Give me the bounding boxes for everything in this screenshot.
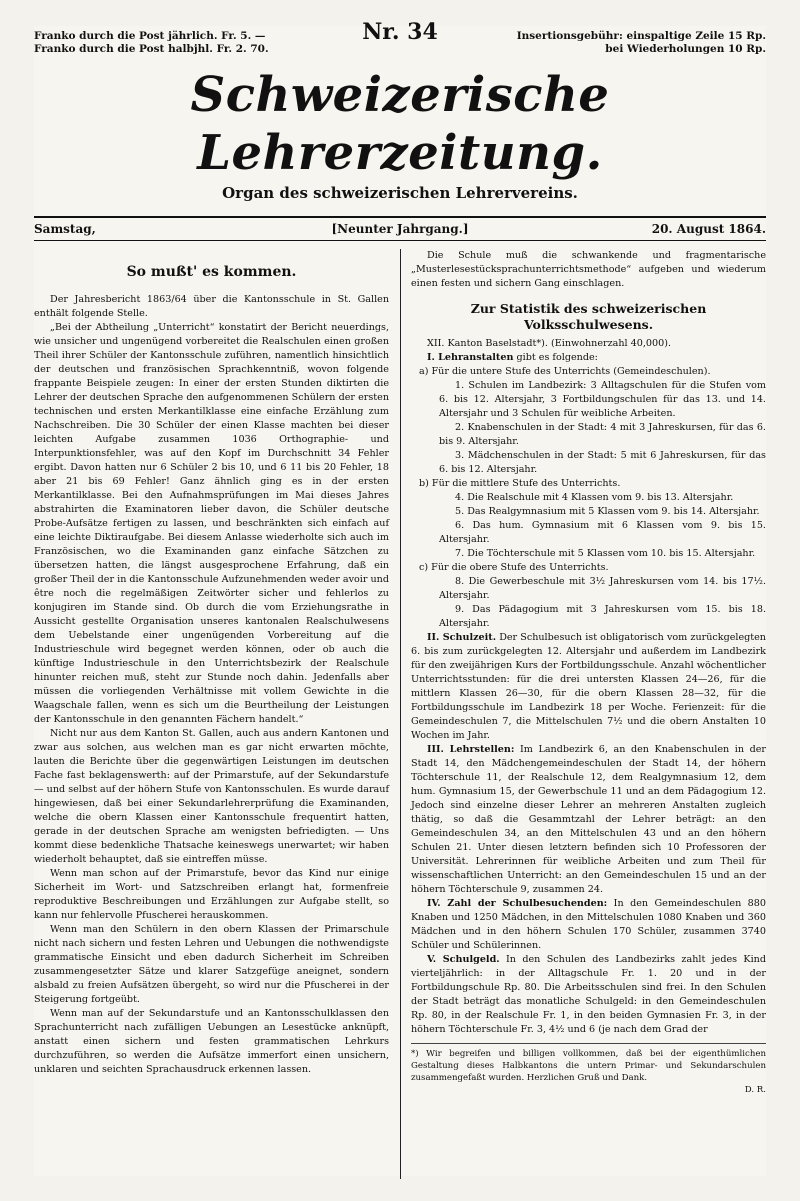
list-group-b: b) Für die mittlere Stufe des Unterrichts. <box>419 478 621 489</box>
footnote-signature: D. R. <box>744 1085 766 1095</box>
right-column <box>411 249 766 1096</box>
statistics-section-title <box>411 301 766 333</box>
price-line-yearly: Franko durch die Post jährlich. Fr. 5. — <box>34 30 266 42</box>
list-item: 2. Knabenschulen in der Stadt: 4 mit 3 Jahreskursen, für das 6. bis 9. Altersjahr. <box>439 422 766 447</box>
masthead-subtitle: Organ des schweizerischen Lehrervereins. <box>222 184 578 202</box>
list-item: 1. Schulen im Landbezirk: 3 Alltagschulen für die Stufen vom 6. bis 12. Altersjahr, 3 Fortbildungschulen für das 13. und 14. Altersjahr und 3 Schulen für weibliche Arbeiten. <box>439 380 766 419</box>
lehranstalten-heading: I. Lehranstalten <box>427 352 514 363</box>
lehrstellen-paragraph <box>411 743 766 897</box>
article-paragraph: „Bei der Abtheilung „Unterricht“ konstatirt der Bericht neuerdings, wie unsicher und ungenügend vorbereitet die Realschulen einen großen Theil ihrer Schüler der Kantonsschule zuführen, namentlich hinsichtlich der deutschen und französischen Sprachkenntniß, wovon folgende frappante Beispiele zeugen: In einer der ersten Stunden diktirten die Lehrer der deutschen Sprache den aufgenommenen Schülern der ersten technischen und ersten Merkantilklasse eine einfache Erzählung zum Nachschreiben. Die 30 Schüler der einen Klasse machten bei dieser leichten Aufgabe zusammen 1036 Orthographie- und Interpunktionsfehler, was auf den Kopf im Durchschnitt 34 Fehler ergibt. Davon hatten nur 6 Schüler 2 bis 10, und 6 11 bis 20 Fehler, 18 aber 21 bis 69 Fehler! Ganz ähnlich ging es in der ersten Merkantilklasse. Bei den Aufnahmsprüfungen im Mai dieses Jahres abstrahirten die Examinatoren lieber davon, die Schüler deutsche Probe-Aufsätze fertigen zu lassen, und beschränkten sich einfach auf eine leichte Diktiraufgabe. Bei diesem Anlasse wiederholte sich auch im Französischen, wo die Examinanden ganz einfache Sätzchen zu übersetzen hatten, die längst ausgesprochene Erfahrung, daß ein großer Theil der in die Kantonsschule Aufzunehmenden weder avoir und être noch die regelmäßigen Zeitwörter sicher und fehlerlos zu konjugiren im Stande sind. Ob durch die vom Erziehungsrathe in Aussicht gestellte Organisation unseres kantonalen Realschulwesens dem Uebelstande einer ungenügenden Vorbereitung auf die Industrieschule wird begegnet werden können, oder ob auch die künftige Industrieschule in den Unterrichtsbezirk der Realschule hinunter reichen muß, steht zur Stunde noch dahin. Jedenfalls aber müssen die vorliegenden Verhältnisse mit vollem Gewichte in die Waagschale fallen, wenn es sich um die Beurtheilung der Leistungen der Kantonsschule in den genannten Fächern handelt.“ <box>34 322 389 725</box>
list-group-a: a) Für die untere Stufe des Unterrichts (Gemeindeschulen). <box>419 366 711 377</box>
schulbesuchende-text: In den Gemeindeschulen 880 Knaben und 1250 Mädchen, in den Mittelschulen 1080 Knaben und 360 Mädchen und in den höhern Schulen 170 Schüler, zusammen 3740 Schüler und Schülerinnen. <box>411 898 766 951</box>
lehrstellen-heading: III. Lehrstellen: <box>427 744 515 755</box>
list-item: 9. Das Pädagogium mit 3 Jahreskursen vom 15. bis 18. Altersjahr. <box>439 604 766 629</box>
list-item: 6. Das hum. Gymnasium mit 6 Klassen vom 9. bis 15. Altersjahr. <box>439 520 766 545</box>
continuation-paragraph: Die Schule muß die schwankende und fragmentarische „Musterlesestücksprachunterrichtsmethode“ aufgeben und wiederum einen festen und sichern Gang einschlagen. <box>411 250 766 289</box>
newspaper-page <box>34 19 766 1176</box>
schulgeld-paragraph <box>411 953 766 1037</box>
top-strip <box>34 19 766 72</box>
subscription-prices <box>34 30 269 56</box>
ad-rate-line: Insertionsgebühr: einspaltige Zeile 15 Rp. <box>516 30 766 42</box>
section-title-line2: Volksschulwesens. <box>523 317 654 332</box>
footnote <box>411 1043 766 1096</box>
article-paragraph: Wenn man den Schülern in den obern Klassen der Primarschule nicht nach sichern und festen Lehren und Uebungen die nothwendigste grammatische Einsicht und eben dadurch Sicherheit im Schreiben zusammengesetzter Sätze und klarer Satzgefüge aneignet, sondern alsbald zu freien Aufsätzen übergeht, so wird nur die Pfuscherei in der Steigerung fortgeübt. <box>34 924 389 1005</box>
issue-number: Nr. 34 <box>362 19 438 45</box>
schulzeit-heading: II. Schulzeit. <box>427 632 497 643</box>
ad-repeat-line: bei Wiederholungen 10 Rp. <box>605 43 766 55</box>
article-paragraph: Wenn man schon auf der Primarstufe, bevor das Kind nur einige Sicherheit im Wort- und Satzschreiben erlangt hat, formenfreie reproduktive Beschreibungen und Erzählungen zur Aufgabe stellt, so kann nur fehlervolle Pfuscherei herauskommen. <box>34 868 389 921</box>
dateline <box>34 216 766 241</box>
section-title-line1: Zur Statistik des schweizerischen <box>470 301 707 316</box>
advertising-rates <box>517 30 766 56</box>
list-item: 4. Die Realschule mit 4 Klassen vom 9. bis 13. Altersjahr. <box>455 492 734 503</box>
issue-date: 20. August 1864. <box>651 222 766 236</box>
article-paragraph: Wenn man auf der Sekundarstufe und an Kantonsschulklassen den Sprachunterricht nach zufälligen Uebungen an Lesestücke anknüpft, anstatt einen sichern und festen grammatischen Lehrkurs durchzuführen, so werden die Aufsätze immerfort einen unsichern, unklaren und seichten Sprachausdruck erkennen lassen. <box>34 1008 389 1075</box>
lehrstellen-text: Im Landbezirk 6, an den Knabenschulen in der Stadt 14, den Mädchengemeindeschulen der Stadt 14, der höhern Töchterschule 11, der Realschule 12, dem Realgymnasium 12, dem hum. Gymnasium 15, der Gewerbschule 11 und an dem Pädagogium 12. Jedoch sind einzelne dieser Lehrer an mehreren Anstalten zugleich thätig, so daß die Gesammtzahl der Lehrer beträgt: an den Gemeindeschulen 34, an den Mittelschulen 43 und an den höhern Schulen 21. Unter diesen letztern befinden sich 10 Professoren der Universität. Lehrerinnen für weibliche Arbeiten und zum Theil für wissenschaftlichen Unterricht: an den Gemeindeschulen 15 und an der höhern Töchterschule 9, zusammen 24. <box>411 744 766 895</box>
list-item: 3. Mädchenschulen in der Stadt: 5 mit 6 Jahreskursen, für das 6. bis 12. Altersjahr. <box>439 450 766 475</box>
schulbesuchende-heading: IV. Zahl der Schulbesuchenden: <box>427 898 608 909</box>
article-paragraph: Der Jahresbericht 1863/64 über die Kantonsschule in St. Gallen enthält folgende Stelle. <box>34 294 389 319</box>
schulgeld-heading: V. Schulgeld. <box>427 954 500 965</box>
masthead-title: Schweizerische Lehrerzeitung. <box>190 67 610 181</box>
lehranstalten-tail: gibt es folgende: <box>516 352 598 363</box>
schulzeit-text: Der Schulbesuch ist obligatorisch vom zurückgelegten 6. bis zum zurückgelegten 12. Altersjahr und außerdem im Landbezirk für den zweijährigen Kurs der Fortbildungsschule. Anzahl wöchentlicher Unterrichtsstunden: für die drei untersten Klassen 24—26, für die mittlern Klassen 26—30, für die obern Klassen 28—32, für die Fortbildungsschule im Landbezirk 18 per Woche. Ferienzeit: für die Gemeindeschulen 7, die Mittelschulen 7½ und die obern Anstalten 10 Wochen im Jahr. <box>411 632 766 741</box>
list-group-c: c) Für die obere Stufe des Unterrichts. <box>419 562 609 573</box>
schulbesuchende-paragraph <box>411 897 766 953</box>
schulzeit-paragraph <box>411 631 766 743</box>
list-item: 5. Das Realgymnasium mit 5 Klassen vom 9. bis 14. Altersjahr. <box>455 506 760 517</box>
canton-line: XII. Kanton Baselstadt*). (Einwohnerzahl 40,000). <box>427 338 672 349</box>
schulgeld-text: In den Schulen des Landbezirks zahlt jedes Kind vierteljährlich: in der Alltagschule Fr. 1. 20 und in der Fortbildungschule Rp. 80. Die Arbeitsschulen sind frei. In den Schulen der Stadt beträgt das monatliche Schulgeld: in den Gemeindeschulen Rp. 80, in der Realschule Fr. 1, in den beiden Gymnasien Fr. 3, in der höhern Töchterschule Fr. 3, 4½ und 6 (je nach dem Grad der <box>411 954 766 1035</box>
footnote-text: *) Wir begreifen und billigen vollkommen, daß bei der eigenthümlichen Gestaltung dieses Halbkantons die untern Primar- und Sekundarschulen zusammengefaßt wurden. Herzlichen Gruß und Dank. <box>411 1049 766 1083</box>
list-item: 8. Die Gewerbeschule mit 3½ Jahreskursen vom 14. bis 17½. Altersjahr. <box>439 576 766 601</box>
weekday: Samstag, <box>34 222 96 236</box>
price-line-halfyear: Franko durch die Post halbjhl. Fr. 2. 70. <box>34 43 269 55</box>
article-paragraph: Nicht nur aus dem Kanton St. Gallen, auch aus andern Kantonen und zwar aus solchen, aus welchen man es gar nicht erwarten möchte, lauten die Berichte über die gegenwärtigen Leistungen im deutschen Fache fast beklagenswerth: auf der Primarstufe, auf der Sekundarstufe — und selbst auf der höhern Stufe von Kantonsschulen. Es wurde darauf hingewiesen, daß bei einer Sekundarlehrerprüfung die Examinanden, welche die obern Klassen einer Kantonsschule frequentirt hatten, gerade in der deutschen Sprache am wenigsten befriedigten. — Uns kommt diese bedenkliche Thatsache keineswegs unerwartet; wir haben wiederholt behauptet, daß sie eintreffen müsse. <box>34 728 389 865</box>
list-item: 7. Die Töchterschule mit 5 Klassen vom 10. bis 15. Altersjahr. <box>455 548 756 559</box>
article-columns <box>34 249 766 1179</box>
article-title: So mußt' es kommen. <box>126 264 297 280</box>
left-column <box>34 249 389 1077</box>
lehranstalten-line <box>411 351 766 365</box>
volume-label: [Neunter Jahrgang.] <box>331 222 469 236</box>
column-divider <box>400 249 401 1179</box>
